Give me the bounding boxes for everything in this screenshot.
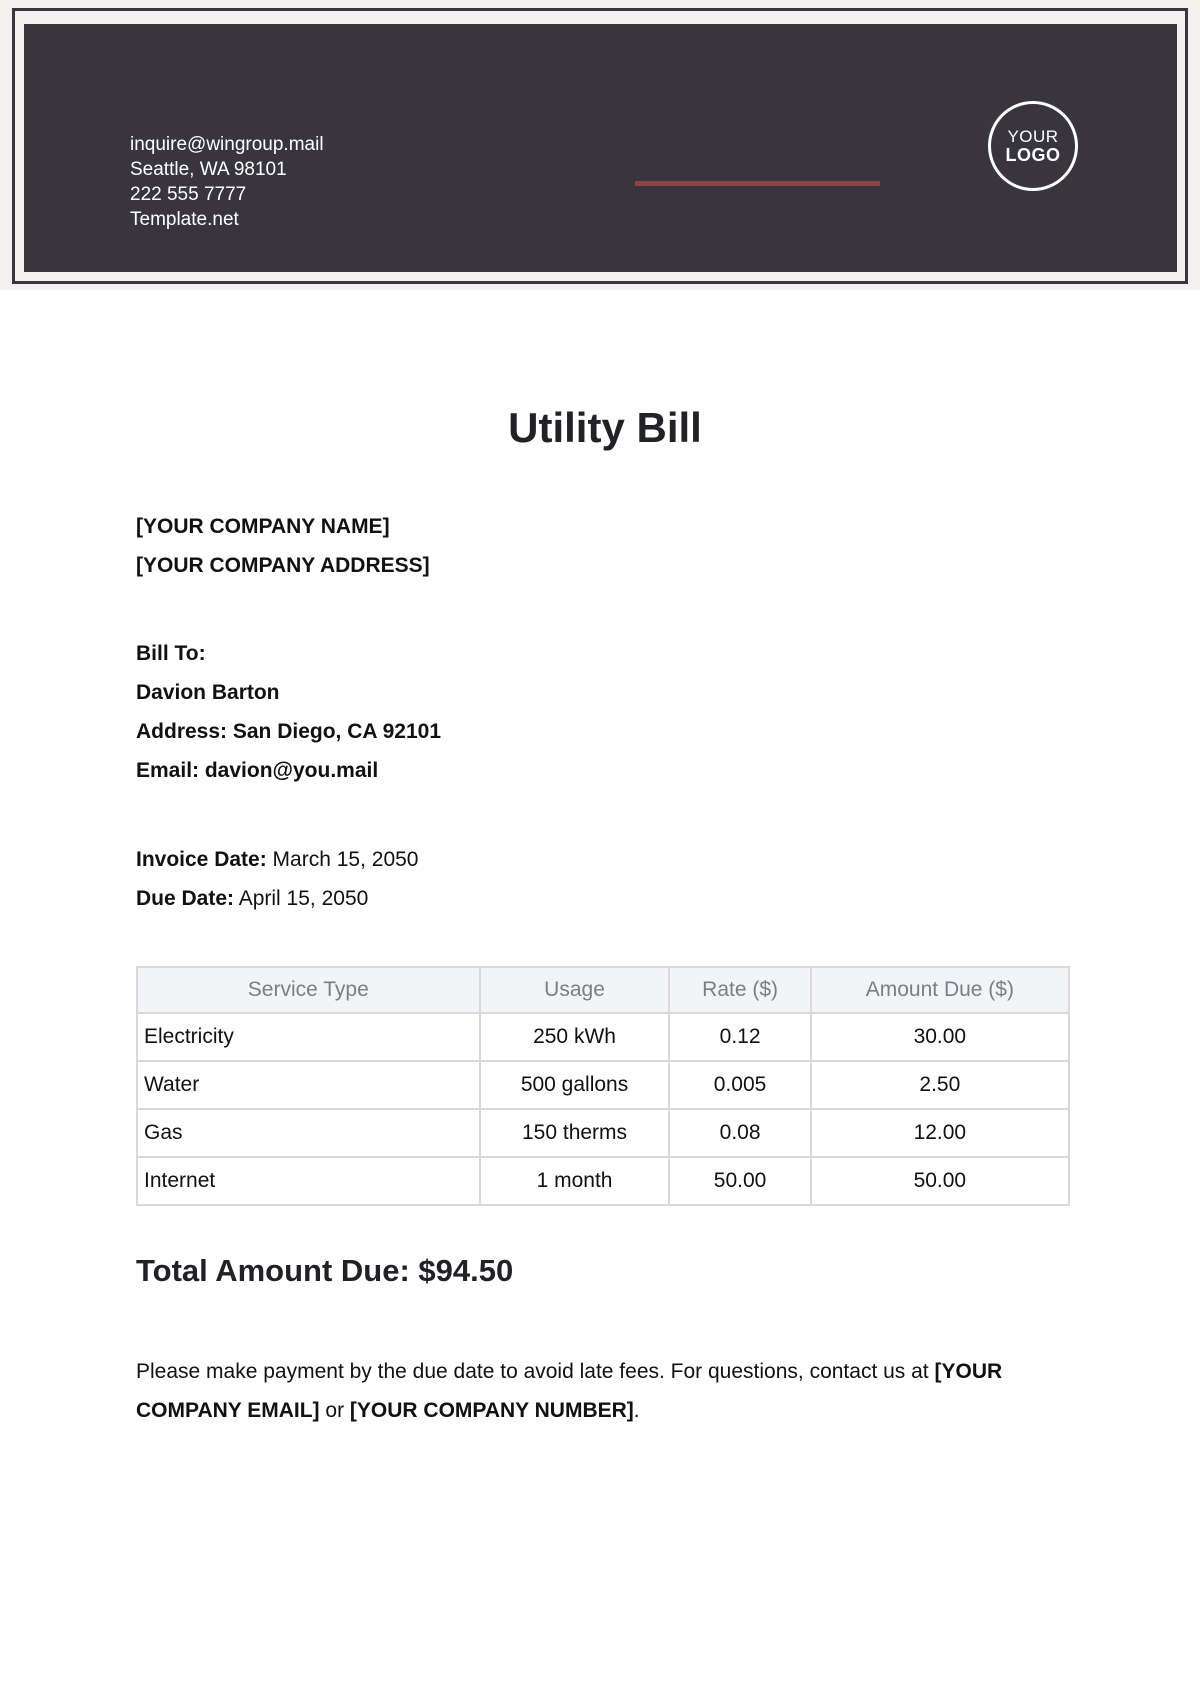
company-block — [136, 507, 430, 585]
services-table — [136, 966, 1070, 1206]
logo-line2: LOGO — [1005, 145, 1061, 165]
cell-service: Gas — [137, 1109, 480, 1157]
note-end: . — [633, 1399, 640, 1422]
bill-to-address: Address: San Diego, CA 92101 — [136, 720, 441, 743]
cell-rate: 0.08 — [669, 1109, 810, 1157]
note-text: Please make payment by the due date to avoid late fees. For questions, contact us at — [136, 1360, 935, 1383]
accent-divider — [635, 181, 880, 186]
payment-note — [136, 1352, 1096, 1430]
total-amount-due: Total Amount Due: $94.50 — [136, 1253, 514, 1288]
cell-amount: 50.00 — [811, 1157, 1069, 1205]
due-date-value: April 15, 2050 — [234, 887, 369, 910]
header-rate: Rate ($) — [669, 967, 810, 1013]
cell-usage: 500 gallons — [480, 1061, 670, 1109]
cell-service: Electricity — [137, 1013, 480, 1061]
cell-amount: 30.00 — [811, 1013, 1069, 1061]
contact-info — [130, 132, 324, 232]
header-service-type: Service Type — [137, 967, 480, 1013]
bill-to-name: Davion Barton — [136, 681, 280, 704]
table-row — [137, 1013, 1069, 1061]
cell-amount: 2.50 — [811, 1061, 1069, 1109]
header-band — [0, 0, 1200, 290]
header-amount-due: Amount Due ($) — [811, 967, 1069, 1013]
cell-service: Water — [137, 1061, 480, 1109]
note-or: or — [319, 1399, 350, 1422]
cell-usage: 250 kWh — [480, 1013, 670, 1061]
page-title: Utility Bill — [508, 404, 702, 451]
contact-phone: 222 555 7777 — [130, 184, 247, 205]
invoice-date — [136, 840, 418, 879]
cell-rate: 50.00 — [669, 1157, 810, 1205]
invoice-date-label: Invoice Date: — [136, 848, 267, 871]
dates-block — [136, 840, 418, 918]
table-row — [137, 1109, 1069, 1157]
contact-city: Seattle, WA 98101 — [130, 159, 287, 180]
bill-to-block — [136, 634, 441, 790]
bill-to-label: Bill To: — [136, 642, 206, 665]
cell-service: Internet — [137, 1157, 480, 1205]
due-date — [136, 879, 418, 918]
header-usage: Usage — [480, 967, 670, 1013]
due-date-label: Due Date: — [136, 887, 235, 910]
bill-to-email: Email: davion@you.mail — [136, 759, 379, 782]
cell-usage: 1 month — [480, 1157, 670, 1205]
cell-amount: 12.00 — [811, 1109, 1069, 1157]
cell-rate: 0.005 — [669, 1061, 810, 1109]
invoice-date-value: March 15, 2050 — [266, 848, 419, 871]
cell-usage: 150 therms — [480, 1109, 670, 1157]
table-row — [137, 1157, 1069, 1205]
contact-email: inquire@wingroup.mail — [130, 134, 324, 155]
note-number-placeholder: [YOUR COMPANY NUMBER] — [349, 1399, 634, 1422]
logo-placeholder — [988, 101, 1078, 191]
cell-rate: 0.12 — [669, 1013, 810, 1061]
note-email-placeholder: [YOUR COMPANY EMAIL] — [136, 1360, 1003, 1422]
contact-website: Template.net — [130, 209, 239, 230]
logo-line1: YOUR — [1007, 127, 1059, 146]
table-row — [137, 1061, 1069, 1109]
company-address: [YOUR COMPANY ADDRESS] — [136, 554, 430, 577]
company-name: [YOUR COMPANY NAME] — [136, 515, 390, 538]
table-header-row — [137, 967, 1069, 1013]
